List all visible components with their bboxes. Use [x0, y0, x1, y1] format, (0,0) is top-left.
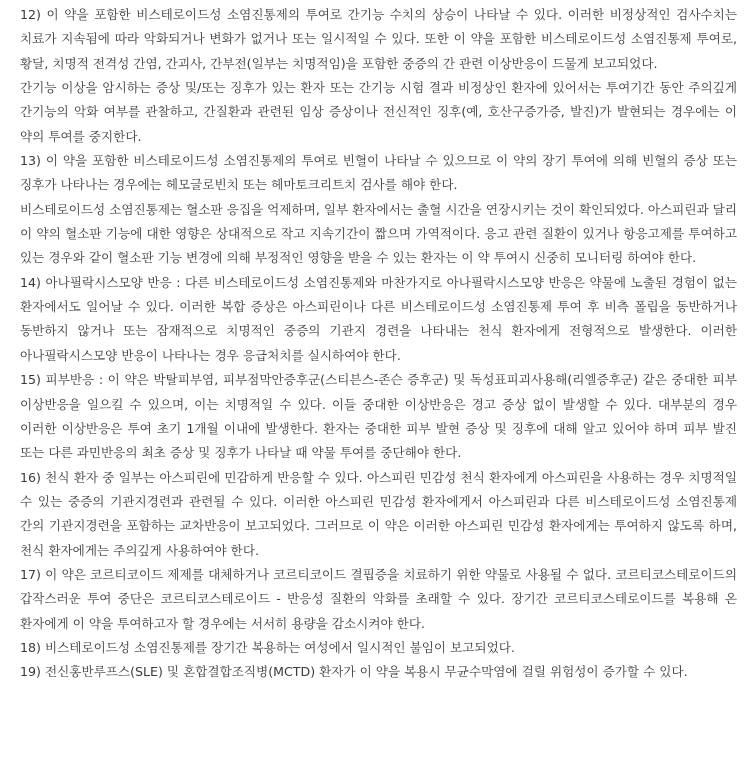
paragraph-12-liver-function: 12) 이 약을 포함한 비스테로이드성 소염진통제의 투여로 간기능 수치의 상승이 나타날 수 있다. 이러한 비정상적인 검사수치는 치료가 지속됨에 따라 악화되거나 변화가 없거나 또는 일시적일 수 있다. 또한 이 약을 포함한 비스테로이드성 소염진통제 투여로, 황달, 치명적 전격성 간염, 간괴사, 간부전(일부는 치명적임)을 포함한 중증의 간 관련 이상반응이 드물게 보고되었다. [20, 7, 737, 71]
paragraph-15-skin-reactions: 15) 피부반응 : 이 약은 박탈피부염, 피부점막안증후군(스티븐스-존슨 증후군) 및 독성표피괴사용해(리엘증후군) 같은 중대한 피부 이상반응을 일으킬 수 있으며, 이는 치명적일 수 있다. 이들 중대한 이상반응은 경고 증상 없이 발생할 수 있다. 대부분의 경우 이러한 이상반응은 투여 초기 1개월 이내에 발생한다. 환자는 중대한 피부 발현 증상 및 징후에 대해 알고 있어야 하며 피부 발진 또는 다른 과민반응의 최초 증상 및 징후가 나타날 때 약물 투여를 중단해야 한다. [20, 372, 737, 461]
paragraph-platelet-function: 비스테로이드성 소염진통제는 혈소판 응집을 억제하며, 일부 환자에서는 출혈 시간을 연장시키는 것이 확인되었다. 아스피린과 달리 이 약의 혈소판 기능에 대한 영향은 상대적으로 작고 지속기간이 짧으며 가역적이다. 응고 관련 질환이 있거나 항응고제를 투여하고 있는 경우와 같이 혈소판 기능 변경에 의해 부정적인 영향을 받을 수 있는 환자는 이 약 투여시 신중히 모니터링 하여야 한다. [20, 201, 737, 266]
paragraph-liver-monitoring: 간기능 이상을 암시하는 증상 및/또는 징후가 있는 환자 또는 간기능 시험 결과 비정상인 환자에 있어서는 투여기간 동안 주의깊게 간기능의 악화 여부를 관찰하고, 간질환과 관련된 임상 증상이나 전신적인 징후(예, 호산구증가증, 발진)가 발현되는 경우에는 이 약의 투여를 중지한다. [20, 80, 738, 144]
paragraph-18-infertility: 18) 비스테로이드성 소염진통제를 장기간 복용하는 여성에서 일시적인 불임이 보고되었다. [20, 639, 515, 655]
paragraph-14-anaphylactoid: 14) 아나필락시스모양 반응 : 다른 비스테로이드성 소염진통제와 마찬가지로 아나필락시스모양 반응은 약물에 노출된 경험이 없는 환자에서도 일어날 수 있다. 이러한 복합 증상은 아스피린이나 다른 비스테로이드성 소염진통제 투여 후 비측 폴립을 동반하거나 동반하지 않거나 또는 잠재적으로 치명적인 중증의 기관지 경련을 나타내는 천식 환자에게 전형적으로 발생한다. 이러한 아나필락시스모양 반응이 나타나는 경우 응급처치를 실시하여야 한다. [20, 274, 737, 363]
paragraph-17-corticoid: 17) 이 약은 코르티코이드 제제를 대체하거나 코르티코이드 결핍증을 치료하기 위한 약물로 사용될 수 없다. 코르티코스테로이드의 갑작스러운 투여 중단은 코르티코스테로이드 - 반응성 질환의 악화를 초래할 수 있다. 장기간 코르티코스테로이드를 복용해 온 환자에게 이 약을 투여하고자 할 경우에는 서서히 용량을 감소시켜야 한다. [20, 566, 737, 631]
paragraph-16-asthma: 16) 천식 환자 중 일부는 아스피린에 민감하게 반응할 수 있다. 아스피린 민감성 천식 환자에게 아스피린을 사용하는 경우 치명적일 수 있는 중증의 기관지경련과 관련될 수 있다. 이러한 아스피린 민감성 환자에게서 아스피린과 다른 비스테로이드성 소염진통제 간의 기관지경련을 포함하는 교차반응이 보고되었다. 그러므로 이 약은 이러한 아스피린 민감성 환자에게는 투여하지 않도록 하며, 천식 환자에게는 주의깊게 사용하여야 한다. [20, 469, 737, 558]
paragraph-19-sle-mctd: 19) 전신홍반루프스(SLE) 및 혼합결합조직병(MCTD) 환자가 이 약을 복용시 무균수막염에 걸릴 위험성이 증가할 수 있다. [20, 664, 688, 680]
paragraph-13-anemia: 13) 이 약을 포함한 비스테로이드성 소염진통제의 투여로 빈혈이 나타날 수 있으므로 이 약의 장기 투여에 의해 빈혈의 증상 또는 징후가 나타나는 경우에는 헤모글로빈치 또는 헤마토크리트치 검사를 해야 한다. [20, 153, 737, 193]
